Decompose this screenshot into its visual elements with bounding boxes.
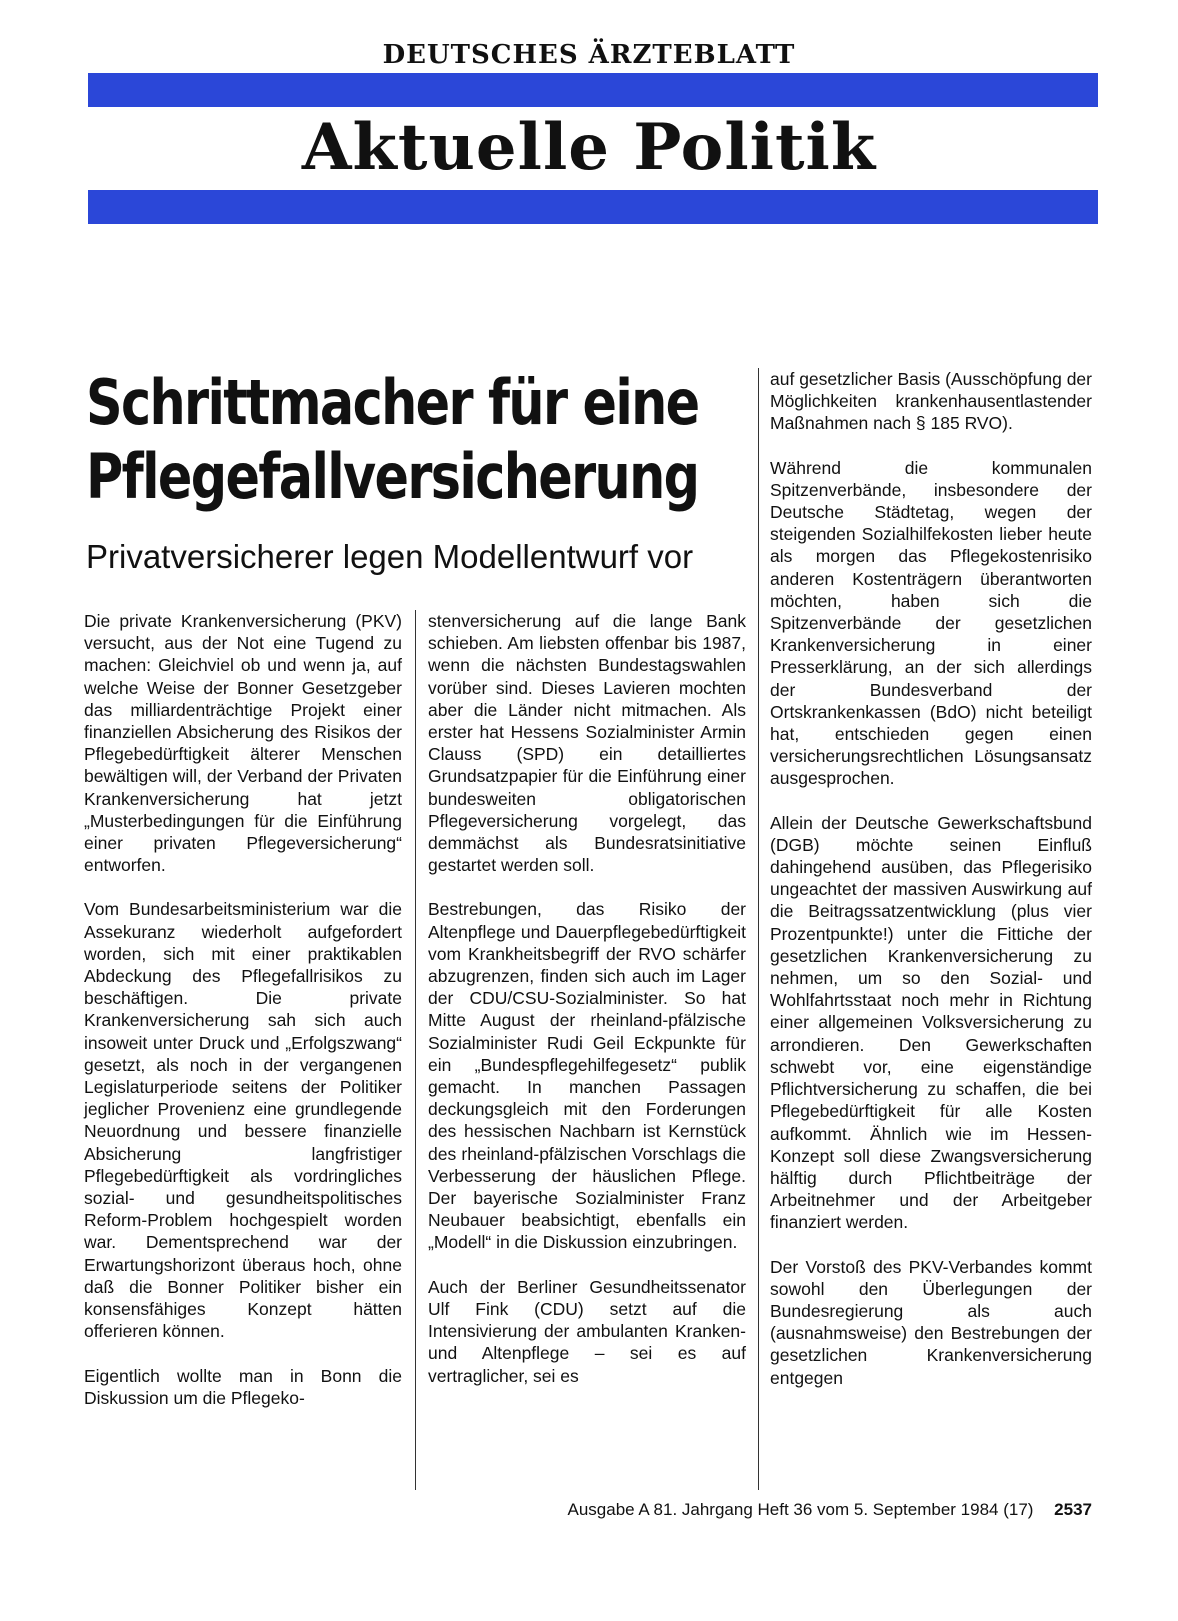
text-column-3 xyxy=(770,368,1092,1411)
text-column-1 xyxy=(84,610,402,1431)
paragraph: Die private Krankenversicherung (PKV) versucht, aus der Not eine Tugend zu machen: Gleichviel ob und wenn ja, auf welche Weise der Bonner Gesetzgeber das milliardenträchtige Projekt einer finanziellen Absicherung des Risikos der Pflegebedürftigkeit älterer Menschen bewältigen will, der Verband der Privaten Krankenversicherung hat jetzt „Musterbedingungen für die Einführung einer privaten Pflegeversicherung“ entworfen. xyxy=(84,611,402,876)
paragraph: Während die kommunalen Spitzenverbände, insbesondere der Deutsche Städtetag, wegen der steigenden Sozialhilfekosten lieber heute als morgen das Pflegekostenrisiko anderen Kostenträgern überantworten möchten, haben sich die Spitzenverbände der gesetzlichen Krankenversicherung in einer Presserklärung, an der sich allerdings der Bundesverband der Ortskrankenkassen (BdO) nicht beteiligt hat, entschieden gegen einen versicherungsrechtlichen Lösungsansatz ausgesprochen. xyxy=(770,457,1092,789)
paragraph: Vom Bundesarbeitsministerium war die Assekuranz wiederholt aufgefordert worden, sich mit einer praktikablen Abdeckung des Pflegefallrisikos zu beschäftigen. Die private Krankenversicherung sah sich auch insoweit unter Druck und „Erfolgszwang“ gesetzt, als noch in der vergangenen Legislaturperiode seitens der Politiker jeglicher Provenienz eine grundlegende Neuordnung und bessere finanzielle Absicherung langfristiger Pflegebedürftigkeit als vordringliches sozial- und gesundheitspolitisches Reform-Problem hochgespielt worden war. Dementsprechend war der Erwartungshorizont überaus hoch, ohne daß die Bonner Politiker bisher ein konsensfähiges Konzept hätten offerieren können. xyxy=(84,899,402,1342)
page-number: 2537 xyxy=(1054,1500,1092,1519)
paragraph: auf gesetzlicher Basis (Ausschöpfung der Möglichkeiten krankenhausentlastender Maßnahmen nach § 185 RVO). xyxy=(770,369,1092,434)
paragraph: Eigentlich wollte man in Bonn die Diskussion um die Pflegeko- xyxy=(84,1365,402,1408)
page-footer xyxy=(0,1500,1092,1520)
paragraph: Allein der Deutsche Gewerkschaftsbund (DGB) möchte seinen Einfluß dahingehend ausüben, das Pflegerisiko ungeachtet der massiven Auswirkung auf die Beitragssatzentwicklung (plus vier Prozentpunkte!) unter die Fittiche der gesetzlichen Krankenversicherung zu nehmen, um so den Sozial- und Wohlfahrtsstaat noch mehr in Richtung einer allgemeinen Volksversicherung zu arrondieren. Den Gewerkschaften schwebt vor, eine eigenständige Pflichtversicherung zu schaffen, die bei Pflegebedürftigkeit für alle Kosten aufkommt. Ähnlich wie im Hessen-Konzept soll diese Zwangsversicherung hälftig durch Pflichtbeiträge der Arbeitnehmer und der Arbeitgeber finanziert werden. xyxy=(770,812,1092,1233)
headline-line-2: Pflegefallversicherung xyxy=(86,440,699,513)
paragraph: Bestrebungen, das Risiko der Altenpflege und Dauerpflegebedürftigkeit vom Krankheitsbegriff der RVO schärfer abzugrenzen, finden sich auch im Lager der CDU/CSU-Sozialminister. So hat Mitte August der rheinland-pfälzische Sozialminister Rudi Geil Eckpunkte für ein „Bundespflegehilfegesetz“ publik gemacht. In manchen Passagen deckungsgleich mit den Forderungen des hessischen Nachbarn ist Kernstück des rheinland-pfälzischen Vorschlags die Verbesserung der häuslichen Pflege. Der bayerische Sozialminister Franz Neubauer beabsichtigt, ebenfalls ein „Modell“ in die Diskussion einzubringen. xyxy=(428,899,746,1253)
paragraph: Auch der Berliner Gesundheitssenator Ulf Fink (CDU) setzt auf die Intensivierung der ambulanten Kranken- und Altenpflege – sei es auf vertraglicher, sei es xyxy=(428,1276,746,1386)
masthead: DEUTSCHES ÄRZTEBLATT xyxy=(382,40,796,70)
text-column-2 xyxy=(428,610,746,1409)
paragraph: Der Vorstoß des PKV-Verbandes kommt sowohl den Überlegungen der Bundesregierung als auch (ausnahmsweise) den Bestrebungen der gesetzlichen Krankenversicherung entgegen xyxy=(770,1256,1092,1388)
paragraph: stenversicherung auf die lange Bank schieben. Am liebsten offenbar bis 1987, wenn die nächsten Bundestagswahlen vorüber sind. Dieses Lavieren mochten aber die Länder nicht mitmachen. Als erster hat Hessens Sozialminister Armin Clauss (SPD) ein detailliertes Grundsatzpapier für die Einführung einer bundesweiten obligatorischen Pflegeversicherung vorgelegt, das demmächst als Bundesratsinitiative gestartet werden soll. xyxy=(428,611,746,876)
accent-bar-top xyxy=(88,73,1098,107)
headline-line-1: Schrittmacher für eine xyxy=(86,366,699,439)
section-title: Aktuelle Politik xyxy=(301,110,877,185)
column-rule-2 xyxy=(758,368,759,1490)
article-headline xyxy=(86,366,699,514)
column-rule-1 xyxy=(415,610,416,1490)
edition-info: Ausgabe A 81. Jahrgang Heft 36 vom 5. September 1984 (17) xyxy=(567,1500,1034,1519)
article-subheadline: Privatversicherer legen Modellentwurf vor xyxy=(86,538,694,575)
accent-bar-bottom xyxy=(88,190,1098,224)
